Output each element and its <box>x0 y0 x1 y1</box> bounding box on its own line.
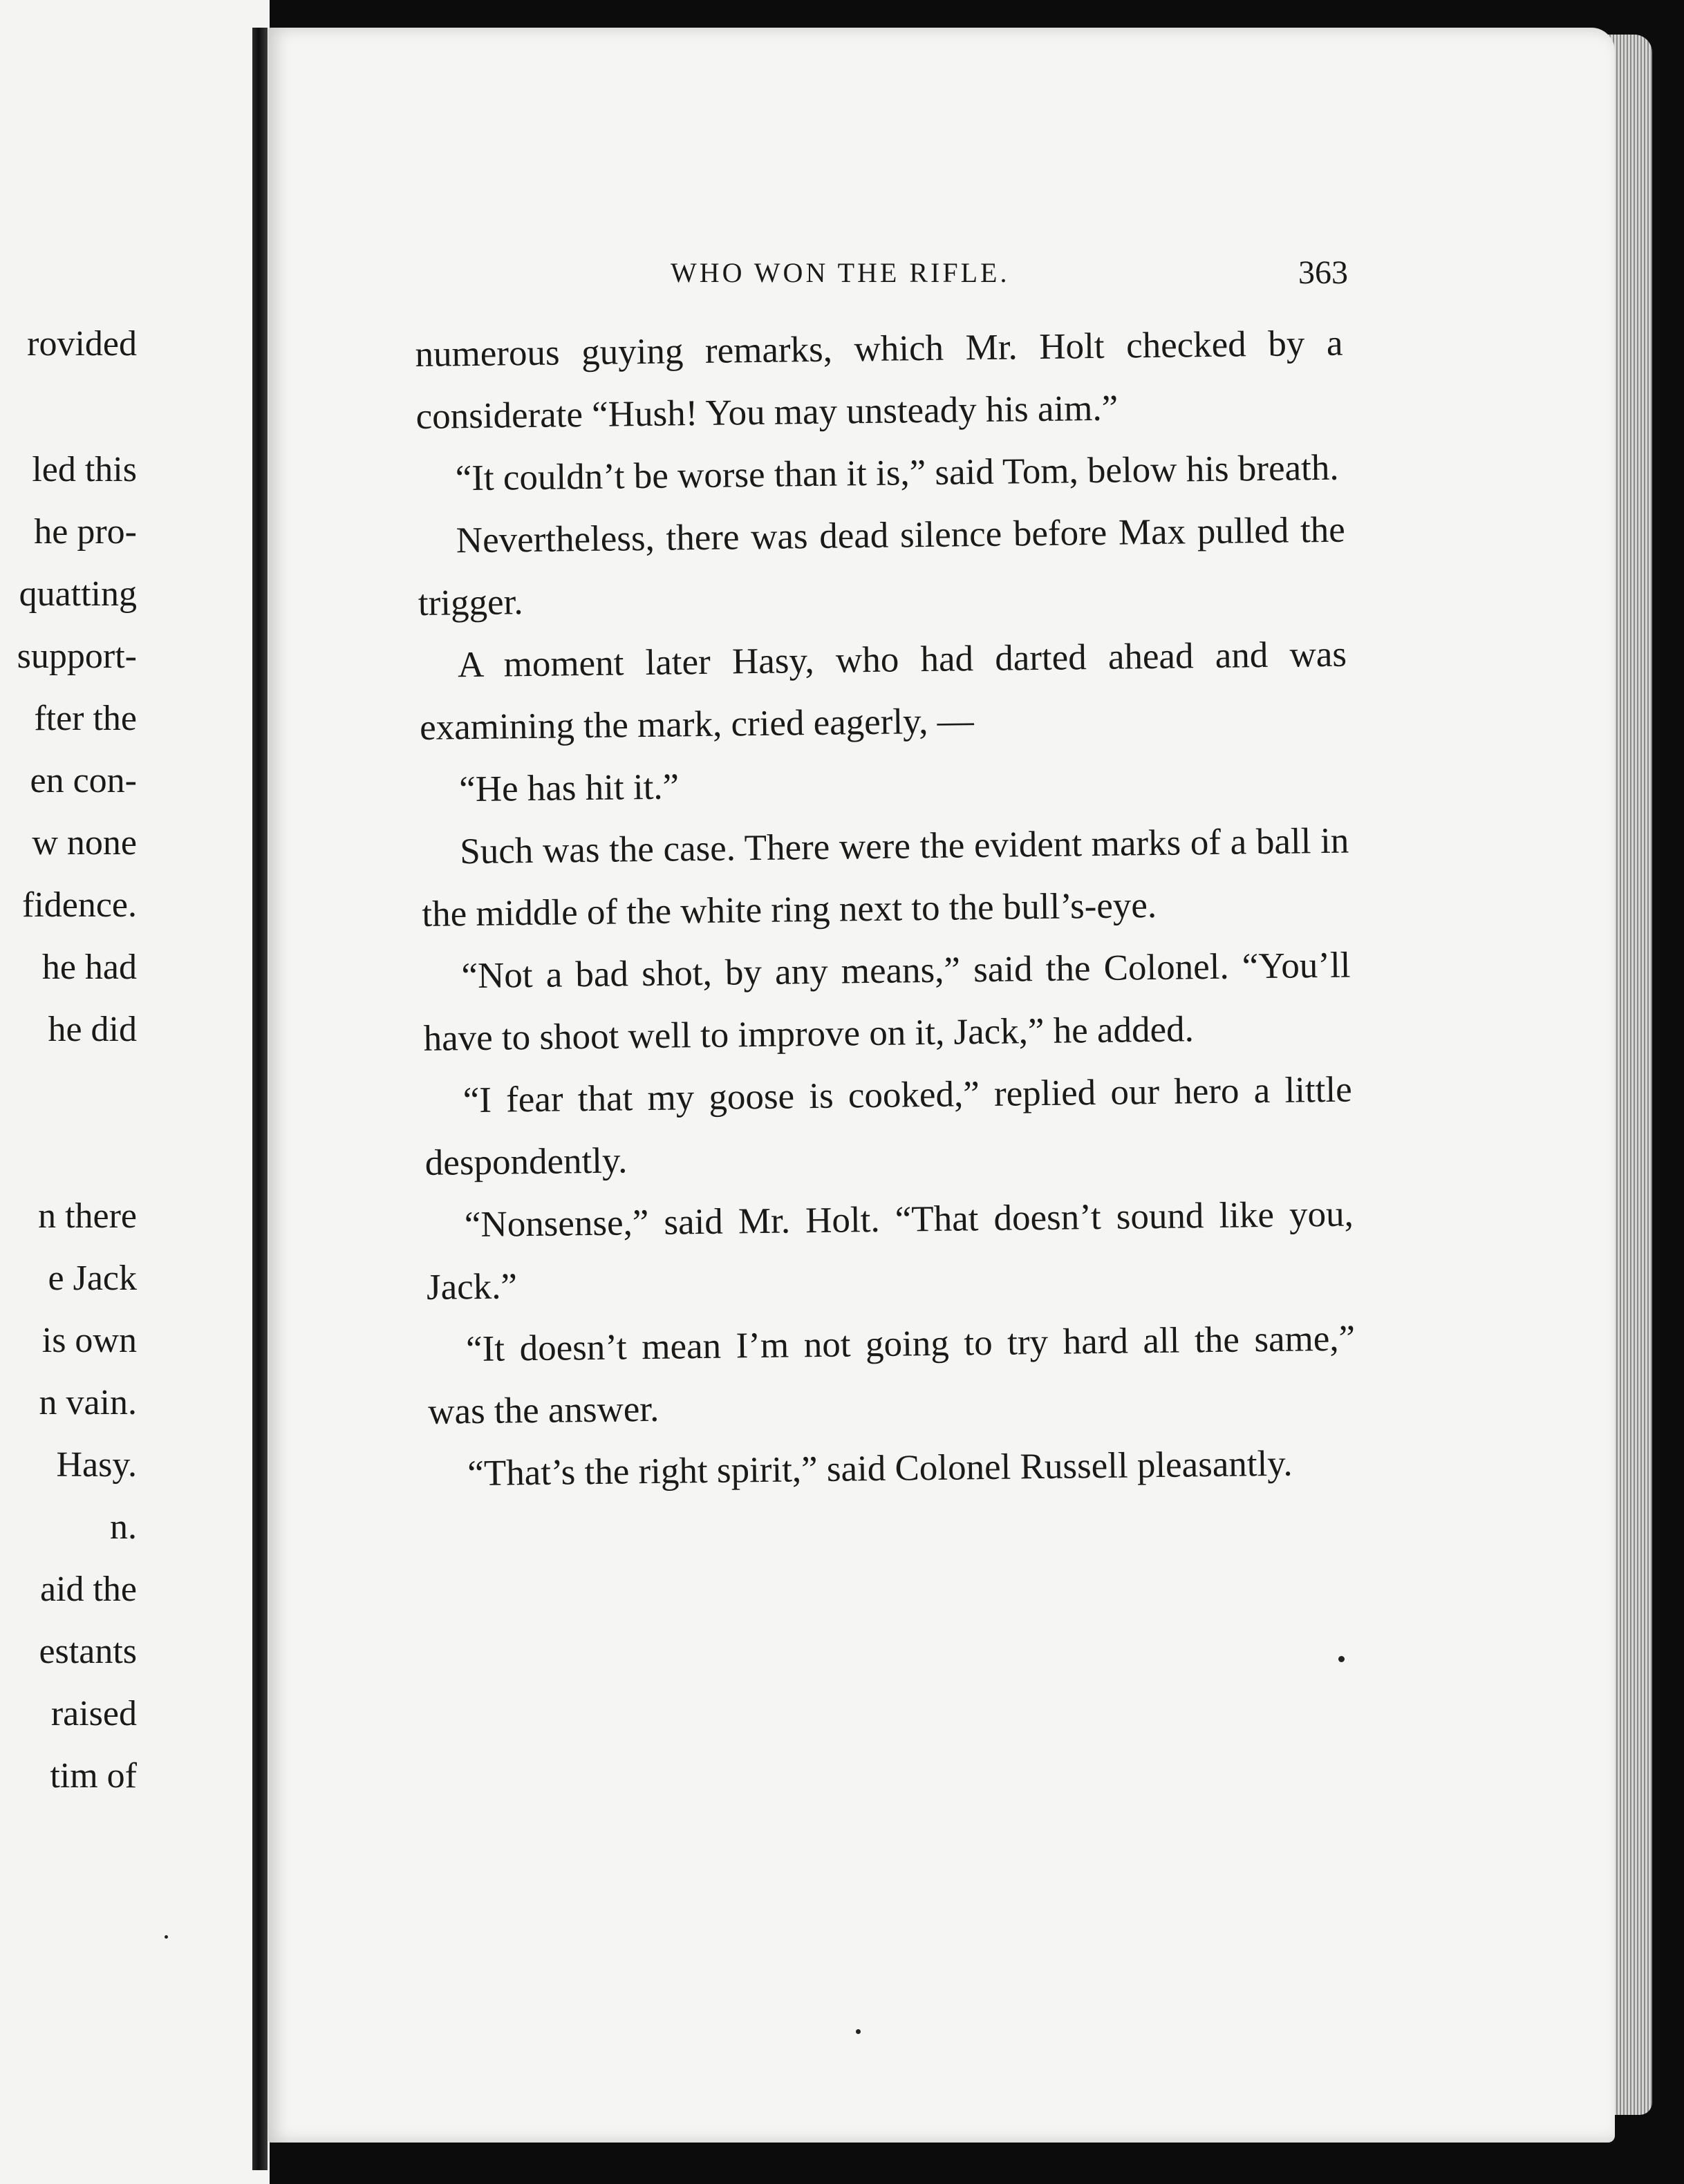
running-title: WHO WON THE RIFLE. <box>671 257 1010 288</box>
left-page-line: rovided <box>27 324 137 364</box>
paragraph: A moment later Hasy, who had darted ahead and was examining the mark, cried eagerly, — <box>419 634 1347 748</box>
left-page <box>0 0 270 2184</box>
paragraph: “He has hit it.” <box>458 766 680 810</box>
left-page-line: Hasy. <box>56 1445 137 1485</box>
left-page-line: tim of <box>50 1756 137 1796</box>
left-page-line: n there <box>38 1196 137 1236</box>
left-page-line: e Jack <box>48 1259 137 1298</box>
body-text <box>415 312 1357 1505</box>
left-page-line: fidence. <box>21 885 137 925</box>
left-page-line: fter the <box>34 699 137 738</box>
book-gutter <box>252 28 268 2170</box>
paragraph: Such was the case. There were the evident marks of a ball in the middle of the white ring next to the bull’s-eye. <box>422 820 1349 934</box>
left-page-line: quatting <box>19 574 137 614</box>
left-page-line: n vain. <box>39 1383 137 1422</box>
left-page-line: estants <box>39 1632 137 1671</box>
left-page-line: n. <box>110 1507 137 1547</box>
print-speck <box>1338 1656 1345 1662</box>
paragraph: “It doesn’t mean I’m not going to try hard all the same,” was the answer. <box>427 1318 1356 1432</box>
paragraph: “Nonsense,” said Mr. Holt. “That doesn’t sound like you, Jack.” <box>426 1194 1354 1308</box>
left-page-line: en con- <box>30 761 137 800</box>
left-page-line: he pro- <box>34 512 137 552</box>
left-page-line: w none <box>32 823 137 863</box>
left-page-line: aid the <box>39 1570 137 1609</box>
paragraph: “I fear that my goose is cooked,” replied our hero a little despondently. <box>424 1069 1352 1183</box>
paragraph: “That’s the right spirit,” said Colonel Russell pleasantly. <box>467 1443 1293 1494</box>
print-speck <box>165 1935 168 1939</box>
left-page-line: he had <box>41 948 137 987</box>
left-page-line: led this <box>32 450 137 489</box>
paragraph: Nevertheless, there was dead silence before Max pulled the trigger. <box>418 509 1346 623</box>
print-speck <box>856 2029 861 2034</box>
paragraph: “Not a bad shot, by any means,” said the Colonel. “You’ll have to shoot well to improve on it, Jack,” he added. <box>423 945 1351 1059</box>
paragraph: numerous guying remarks, which Mr. Holt checked by a considerate “Hush! You may unsteady his aim.” <box>415 323 1343 437</box>
page-header <box>671 249 1348 297</box>
left-page-line: is own <box>41 1321 137 1360</box>
left-page-line: he did <box>48 1010 137 1049</box>
left-page-line: raised <box>50 1694 137 1733</box>
left-page-line: support- <box>17 637 137 676</box>
paragraph: “It couldn’t be worse than it is,” said Tom, below his breath. <box>455 447 1339 499</box>
page-number: 363 <box>1298 254 1348 291</box>
